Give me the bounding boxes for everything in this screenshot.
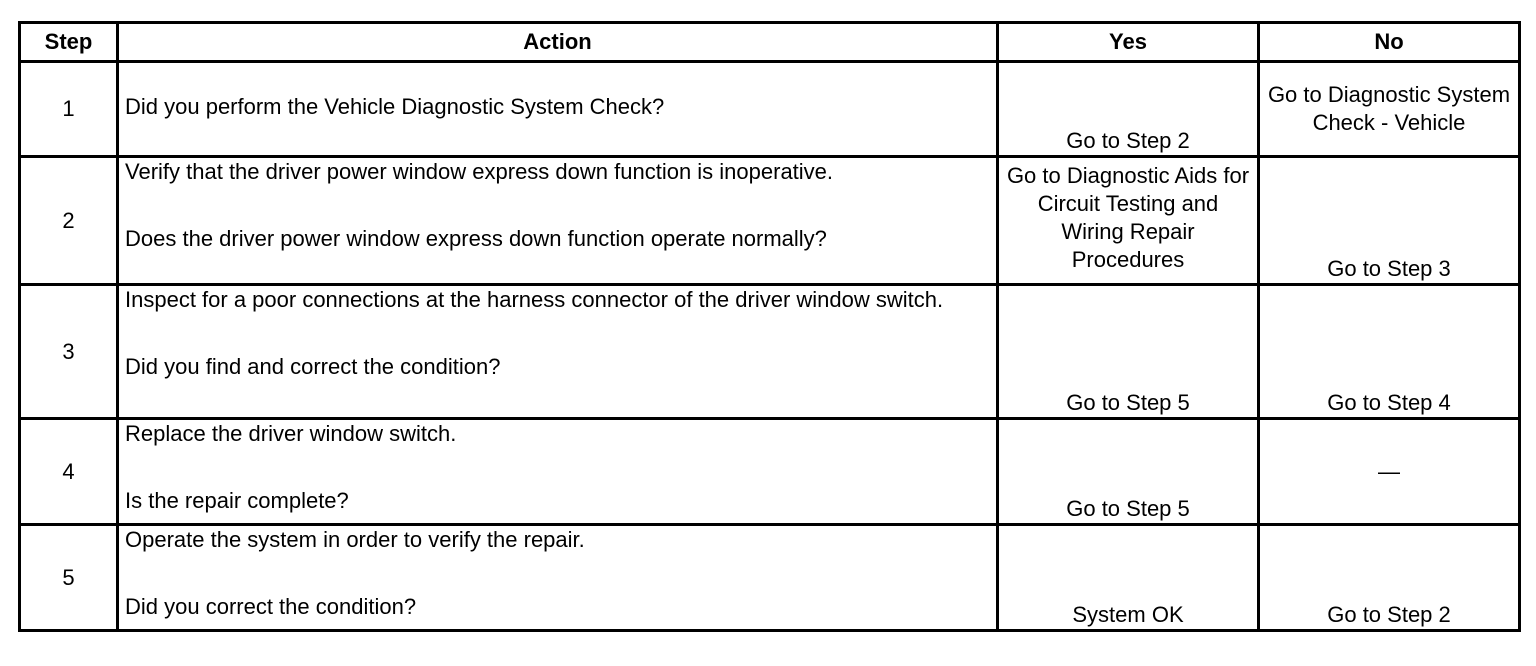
action-question: Did you correct the condition?	[125, 594, 417, 619]
action-question: Is the repair complete?	[125, 488, 349, 513]
step-number: 5	[20, 525, 118, 631]
table-row	[20, 285, 1520, 419]
step-number: 2	[20, 157, 118, 285]
step-number: 3	[20, 285, 118, 419]
no-result: Go to Step 4	[1259, 285, 1520, 419]
yes-result: Go to Step 5	[998, 419, 1259, 525]
action-instruction: Operate the system in order to verify the repair.	[125, 527, 585, 552]
table-row	[20, 525, 1520, 631]
no-result: Go to Diagnostic System Check - Vehicle	[1259, 62, 1520, 157]
action-cell	[118, 62, 998, 157]
yes-result: Go to Diagnostic Aids for Circuit Testing and Wiring Repair Procedures	[998, 157, 1259, 285]
header-step: Step	[20, 23, 118, 62]
no-result: —	[1259, 419, 1520, 525]
action-instruction: Inspect for a poor connections at the harness connector of the driver window switch.	[125, 287, 944, 312]
diagnostic-table	[18, 21, 1521, 632]
yes-result: Go to Step 2	[998, 62, 1259, 157]
action-instruction: Replace the driver window switch.	[125, 421, 457, 446]
step-number: 1	[20, 62, 118, 157]
no-result: Go to Step 3	[1259, 157, 1520, 285]
action-question: Did you find and correct the condition?	[125, 354, 501, 379]
header-no: No	[1259, 23, 1520, 62]
yes-result: System OK	[998, 525, 1259, 631]
table-row	[20, 157, 1520, 285]
action-cell	[118, 157, 998, 285]
action-question: Did you perform the Vehicle Diagnostic System Check?	[125, 94, 665, 119]
table-row	[20, 62, 1520, 157]
yes-result: Go to Step 5	[998, 285, 1259, 419]
action-question: Does the driver power window express down function operate normally?	[125, 226, 827, 251]
action-instruction: Verify that the driver power window express down function is inoperative.	[125, 159, 834, 184]
step-number: 4	[20, 419, 118, 525]
table-row	[20, 419, 1520, 525]
no-result: Go to Step 2	[1259, 525, 1520, 631]
header-action: Action	[118, 23, 998, 62]
header-row	[20, 23, 1520, 62]
action-cell	[118, 285, 998, 419]
action-cell	[118, 419, 998, 525]
header-yes: Yes	[998, 23, 1259, 62]
action-cell	[118, 525, 998, 631]
